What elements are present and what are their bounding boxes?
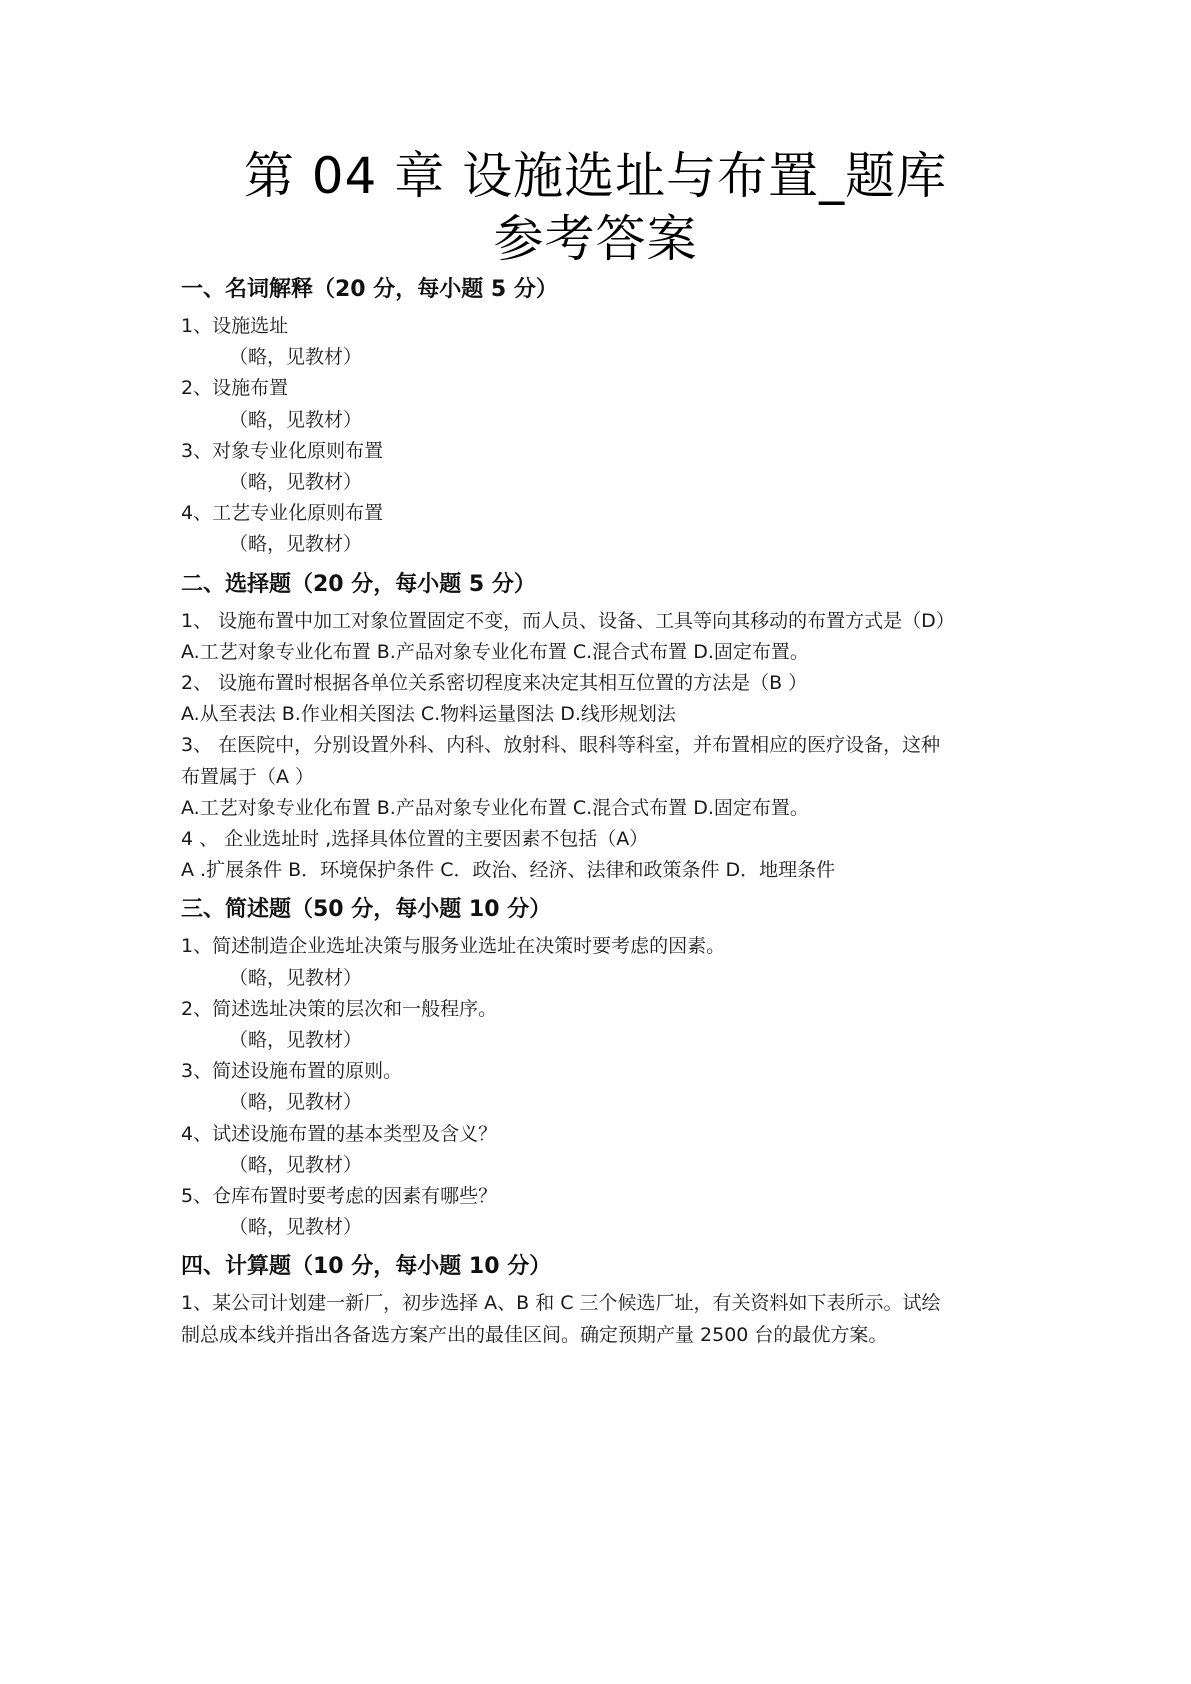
answer-item: （略，见教材） — [229, 1029, 363, 1052]
question-item: 2、简述选址决策的层次和一般程序。 — [181, 997, 498, 1020]
document-subtitle: 参考答案 — [493, 210, 698, 268]
question-item: 4 、 企业选址时 ,选择具体位置的主要因素不包括（A） — [181, 828, 649, 851]
options-item: A.从至表法 B.作业相关图法 C.物料运量图法 D.线形规划法 — [181, 703, 676, 726]
question-item: 1、简述制造企业选址决策与服务业选址在决策时要考虑的因素。 — [181, 935, 726, 958]
question-item: 2、设施布置 — [181, 377, 289, 400]
question-item: 1、某公司计划建一新厂，初步选择 A、B 和 C 三个候选厂址，有关资料如下表所示。试绘 — [181, 1292, 941, 1315]
answer-item: （略，见教材） — [229, 346, 363, 369]
section-heading-short-answer: 三、简述题（50 分，每小题 10 分） — [181, 897, 552, 923]
question-item: 2、 设施布置时根据各单位关系密切程度来决定其相互位置的方法是（B ） — [181, 672, 808, 695]
question-item: 3、简述设施布置的原则。 — [181, 1060, 403, 1083]
question-item: 1、 设施布置中加工对象位置固定不变，而人员、设备、工具等向其移动的布置方式是（D） — [181, 609, 955, 632]
options-item: A.工艺对象专业化布置 B.产品对象专业化布置 C.混合式布置 D.固定布置。 — [181, 640, 809, 663]
answer-item: （略，见教材） — [229, 471, 363, 494]
options-item: A.工艺对象专业化布置 B.产品对象专业化布置 C.混合式布置 D.固定布置。 — [181, 796, 809, 819]
answer-item: （略，见教材） — [229, 966, 363, 989]
question-item: 4、工艺专业化原则布置 — [181, 502, 384, 525]
answer-item: （略，见教材） — [229, 1216, 363, 1239]
answer-item: （略，见教材） — [229, 533, 363, 556]
question-item: 3、 在医院中，分别设置外科、内科、放射科、眼科等科室，并布置相应的医疗设备，这种 — [181, 734, 941, 757]
question-item: 3、对象专业化原则布置 — [181, 439, 384, 462]
question-item: 5、仓库布置时要考虑的因素有哪些？ — [181, 1185, 498, 1208]
section-heading-definitions: 一、名词解释（20 分，每小题 5 分） — [181, 277, 558, 302]
answer-item: （略，见教材） — [229, 1153, 363, 1176]
document-title: 第 04 章 设施选址与布置_题库 — [243, 147, 948, 205]
section-heading-multiple-choice: 二、选择题（20 分，每小题 5 分） — [181, 571, 536, 597]
options-item: A .扩展条件 B．环境保护条件 C．政治、经济、法律和政策条件 D．地理条件 — [181, 859, 836, 882]
question-item-continued: 布置属于（A ） — [181, 765, 315, 788]
answer-item: （略，见教材） — [229, 1091, 363, 1114]
question-item: 1、设施选址 — [181, 315, 289, 337]
document-body — [181, 275, 1041, 1351]
section-heading-calculation: 四、计算题（10 分，每小题 10 分） — [181, 1254, 552, 1280]
answer-item: （略，见教材） — [229, 408, 363, 431]
question-item: 4、试述设施布置的基本类型及含义？ — [181, 1122, 498, 1145]
question-item-continued: 制总成本线并指出各备选方案产出的最佳区间。确定预期产量 2500 台的最优方案。 — [181, 1323, 888, 1346]
